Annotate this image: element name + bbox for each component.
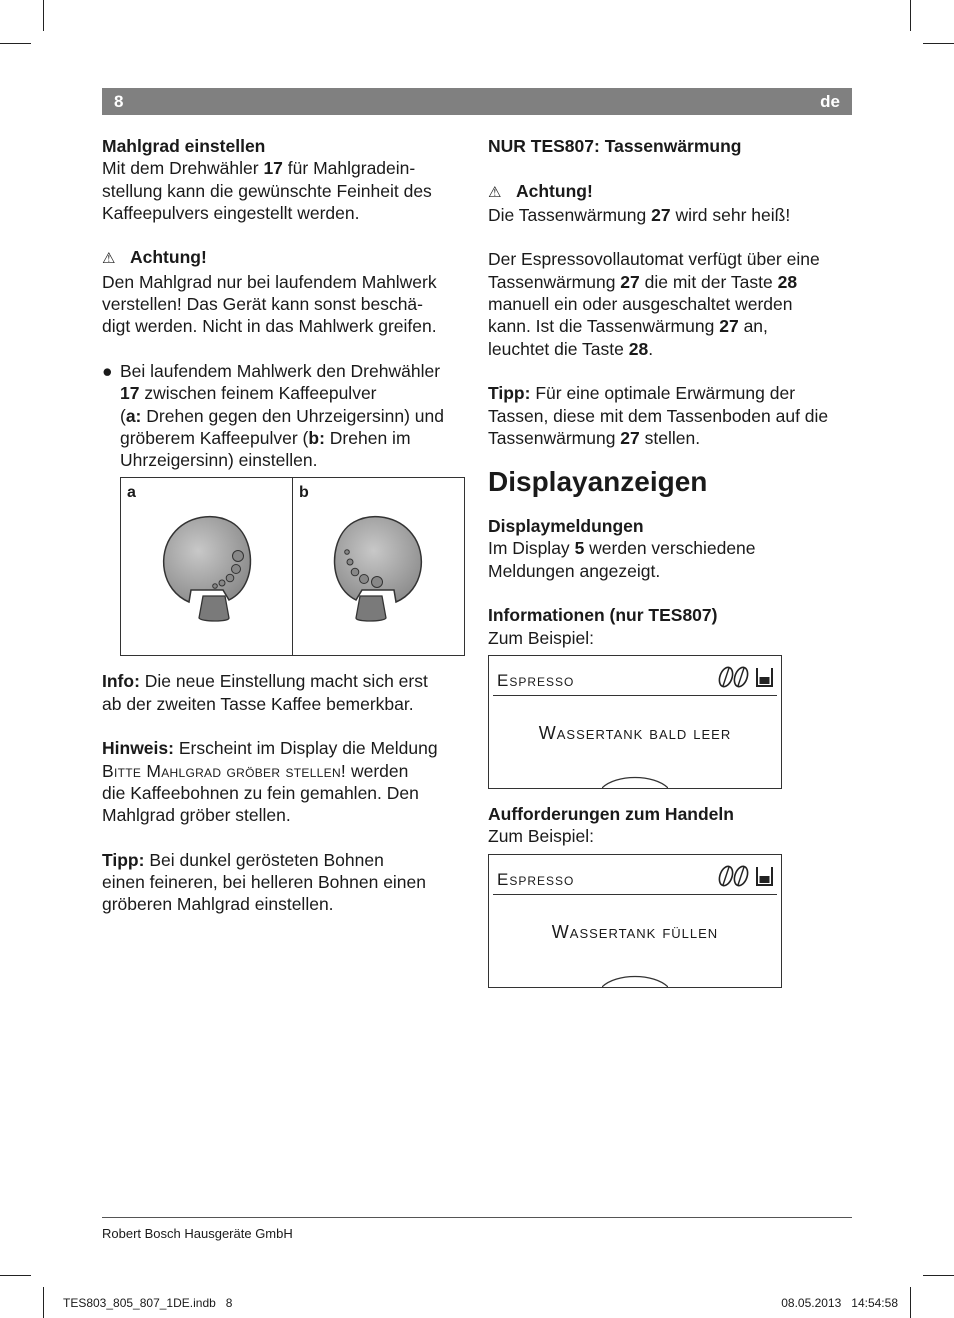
crop-mark xyxy=(43,0,44,31)
warning-block-hot: ⚠ Achtung! Die Tassenwärmung 27 wird sehr heiß! xyxy=(488,180,791,225)
figure-panel-b xyxy=(293,478,464,655)
display-message: Wassertank bald leer xyxy=(538,722,732,743)
crop-mark xyxy=(910,0,911,31)
display-bottom-arc xyxy=(602,975,668,987)
bullet-marker: ● xyxy=(102,360,113,381)
display-example-info xyxy=(488,655,782,789)
crop-mark xyxy=(923,43,954,44)
warning-block: ⚠ Achtung! Den Mahlgrad nur bei laufendem Mahlwerk verstellen! Das Gerät kann sonst beschä- digt werden. Nicht in das Mahlwerk greifen. xyxy=(102,247,437,337)
display-message: Wassertank füllen xyxy=(551,921,719,942)
section-title-displayanzeigen: Displayanzeigen xyxy=(488,466,708,498)
tipp-paragraph-right: Tipp: Für eine optimale Erwärmung der Tassen, diese mit dem Tassenboden auf die Tassenwärmung 27 stellen. xyxy=(488,383,829,448)
crop-mark xyxy=(910,1287,911,1318)
subheading-aufforderungen: Aufforderungen zum Handeln xyxy=(488,803,734,824)
print-slug-file: TES803_805_807_1DE.indb 8 xyxy=(63,1296,233,1310)
section-heading-mahlgrad: Mahlgrad einstellen xyxy=(102,136,266,156)
footer-rule xyxy=(102,1217,852,1218)
tassenwaermung-paragraph: Der Espressovollautomat verfügt über eine Tassenwärmung 27 die mit der Taste 28 manuell ein oder ausgeschaltet werden kann. Ist die Tassenwärmung 27 an, leuchtet die Taste 28. xyxy=(488,249,820,359)
subheading-informationen: Informationen (nur TES807) xyxy=(488,605,718,626)
bean-cup-icons xyxy=(717,863,775,894)
print-slug-datetime: 08.05.2013 14:54:58 xyxy=(781,1296,898,1310)
instruction-bullet: ● Bei laufendem Mahlwerk den Drehwähler 17 zwischen feinem Kaffeepulver (a: Drehen gegen den Uhrzeigersinn) und gröberem Kaffeepulver (b: Drehen im Uhrzeigersinn) einstellen. xyxy=(102,360,444,471)
intro-paragraph: Mit dem Drehwähler 17 für Mahlgradein- stellung kann die gewünschte Feinheit des Kaffeepulvers eingestellt werden. xyxy=(102,158,432,223)
display-message-inline: Bitte Mahlgrad gröber stellen! xyxy=(102,760,347,781)
crop-mark xyxy=(0,1275,31,1276)
display-divider xyxy=(493,695,777,696)
display-example-action xyxy=(488,854,782,988)
crop-mark xyxy=(923,1275,954,1276)
display-title: Espresso xyxy=(497,869,575,889)
right-column xyxy=(488,135,860,1002)
display-divider xyxy=(493,894,777,895)
dial-counterclockwise-illustration xyxy=(121,478,292,655)
coffee-bean-icon xyxy=(717,863,775,889)
bean-cup-icons xyxy=(717,664,775,695)
info-paragraph: Info: Die neue Einstellung macht sich erst ab der zweiten Tasse Kaffee bemerkbar. xyxy=(102,671,428,714)
dial-clockwise-illustration xyxy=(293,478,464,655)
tipp-paragraph: Tipp: Bei dunkel gerösteten Bohnen einen feineren, bei helleren Bohnen einen gröberen Mahlgrad einstellen. xyxy=(102,849,427,915)
warning-triangle-icon: ⚠ xyxy=(488,183,502,201)
footer-company: Robert Bosch Hausgeräte GmbH xyxy=(102,1226,293,1241)
warning-triangle-icon: ⚠ xyxy=(102,250,116,268)
crop-mark xyxy=(43,1287,44,1318)
coffee-bean-icon xyxy=(717,664,775,690)
display-title: Espresso xyxy=(497,670,575,690)
displaymeldungen-paragraph: Im Display 5 werden verschiedene Meldungen angezeigt. xyxy=(488,538,756,581)
page-number: 8 xyxy=(114,92,124,111)
left-column xyxy=(102,135,472,916)
display-bottom-arc xyxy=(602,776,668,788)
figure-label-a: a xyxy=(127,484,136,502)
subheading-displaymeldungen: Displaymeldungen xyxy=(488,516,644,537)
example-label: Zum Beispiel: xyxy=(488,826,595,847)
crop-mark xyxy=(0,43,31,44)
hinweis-paragraph: Hinweis: Erscheint im Display die Meldung Bitte Mahlgrad gröber stellen! werden die Kaffeebohnen zu fein gemahlen. Den Mahlgrad gröber stellen. xyxy=(102,738,438,826)
example-label: Zum Beispiel: xyxy=(488,627,595,648)
figure-label-b: b xyxy=(299,484,309,502)
page-header-bar xyxy=(102,88,852,115)
language-code: de xyxy=(820,92,840,111)
section-heading-tassenwaermung: NUR TES807: Tassenwärmung xyxy=(488,136,742,156)
grinder-dial-figure xyxy=(120,477,465,656)
figure-panel-a xyxy=(121,478,293,655)
